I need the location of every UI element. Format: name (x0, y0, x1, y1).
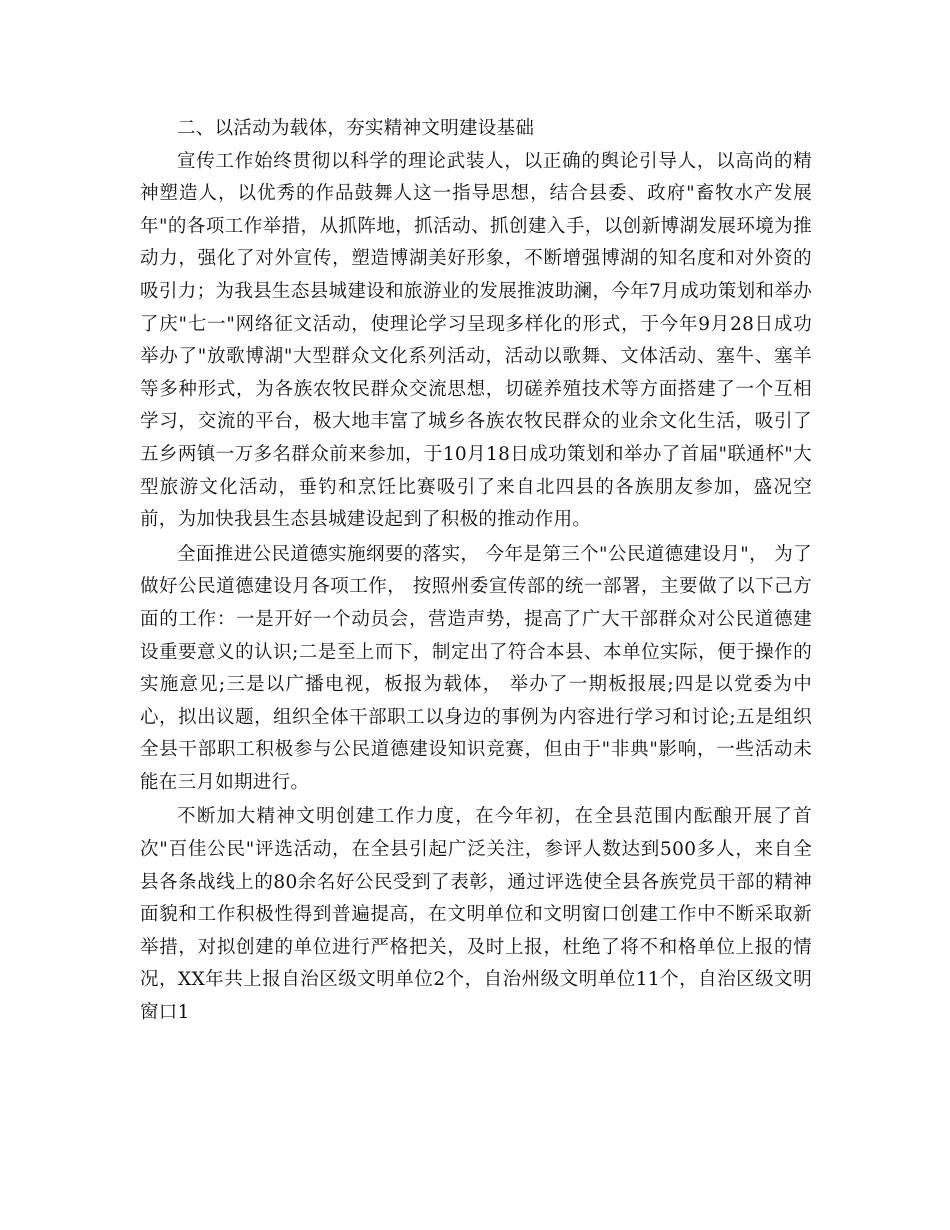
section-heading: 二、以活动为载体，夯实精神文明建设基础 (177, 118, 535, 139)
document-body (140, 113, 812, 1030)
paragraph-civilization-creation: 不断加大精神文明创建工作力度，在今年初，在全县范围内酝酿开展了首次"百佳公民"评选活动，在全县引起广泛关注，参评人数达到500多人，来自全县各条战线上的80余名好公民受到了表彰，通过评选使全县各族党员干部的精神面貌和工作积极性得到普遍提高，在文明单位和文明窗口创建工作中不断采取新举措，对拟创建的单位进行严格把关，及时上报，杜绝了将不和格单位上报的情况，XX年共上报自治区级文明单位2个，自治州级文明单位11个，自治区级文明窗口1 (140, 806, 812, 1024)
paragraph-civic-morality: 全面推进公民道德实施纲要的落实， 今年是第三个"公民道德建设月"， 为了做好公民道德建设月各项工作， 按照州委宣传部的统一部署，主要做了以下己方面的工作：一是开好一个动员会，营造声势，提高了广大干部群众对公民道德建设重要意义的认识;二是至上而下，制定出了符合本县、本单位实际，便于操作的实施意见;三是以广播电视，板报为载体， 举办了一期板报展;四是以党委为中心，拟出议题，组织全体干部职工以身边的事例为内容进行学习和讨论;五是组织全县干部职工积极参与公民道德建设知识竞赛，但由于"非典"影响，一些活动未能在三月如期进行。 (140, 543, 812, 793)
paragraph-publicity-activities: 宣传工作始终贯彻以科学的理论武装人，以正确的舆论引导人，以高尚的精神塑造人，以优秀的作品鼓舞人这一指导思想，结合县委、政府"畜牧水产发展年"的各项工作举措，从抓阵地，抓活动、抓创建入手，以创新博湖发展环境为推动力，强化了对外宣传，塑造博湖美好形象，不断增强博湖的知名度和对外资的吸引力；为我县生态县城建设和旅游业的发展推波助澜，今年7月成功策划和举办了庆"七一"网络征文活动，使理论学习呈现多样化的形式，于今年9月28日成功举办了"放歌博湖"大型群众文化系列活动，活动以歌舞、文体活动、塞牛、塞羊等多种形式，为各族农牧民群众交流思想，切磋养殖技术等方面搭建了一个互相学习，交流的平台，极大地丰富了城乡各族农牧民群众的业余文化生活，吸引了五乡两镇一万多名群众前来参加，于10月18日成功策划和举办了首届"联通杯"大型旅游文化活动，垂钓和烹饪比赛吸引了来自北四县的各族朋友参加，盛况空前，为加快我县生态县城建设起到了积极的推动作用。 (140, 150, 812, 531)
